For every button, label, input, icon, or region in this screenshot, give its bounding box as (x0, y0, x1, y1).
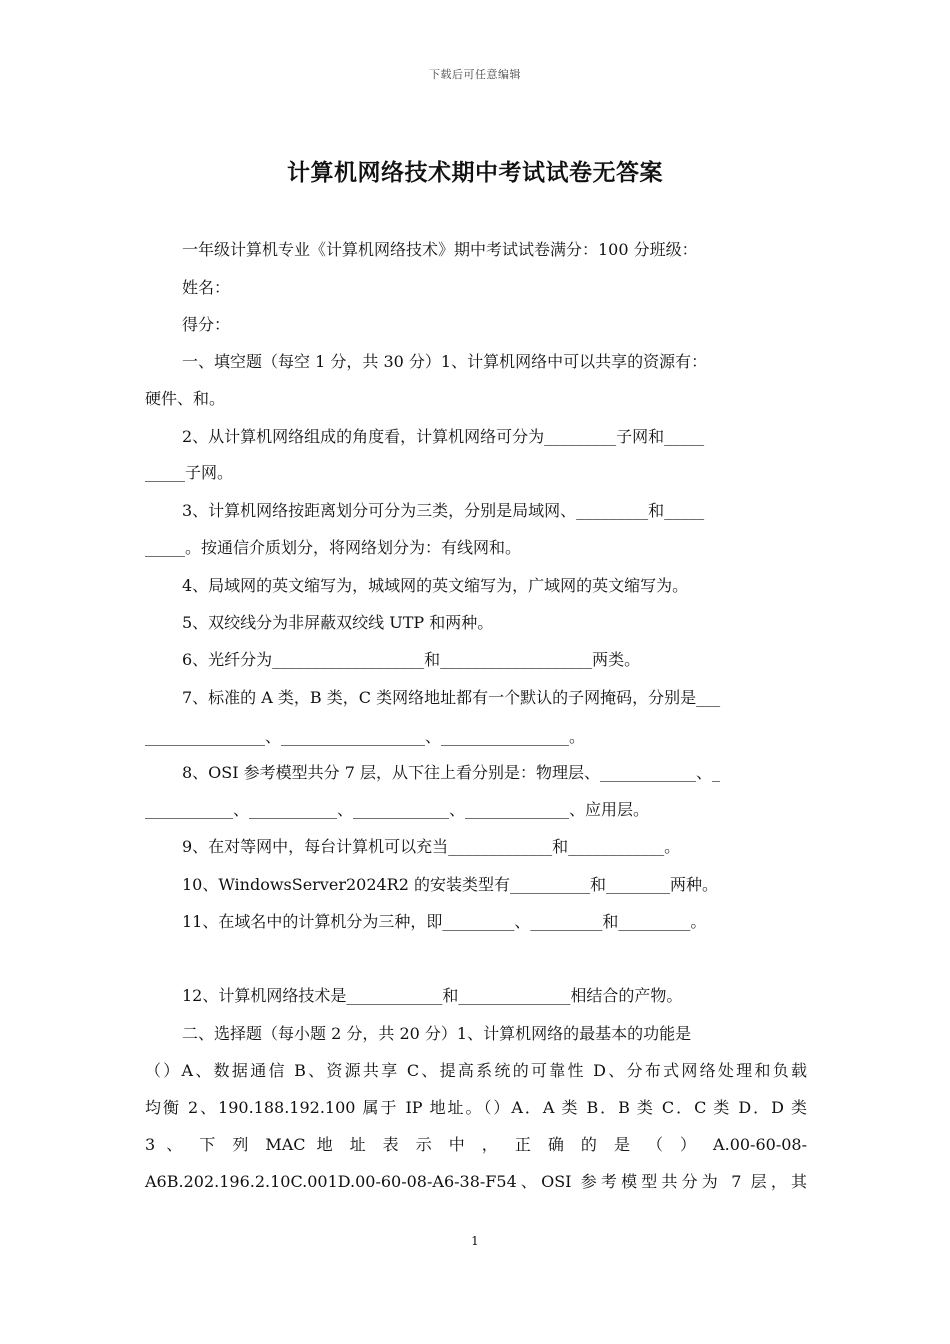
question-line: _____。按通信介质划分，将网络划分为：有线网和。 (145, 538, 522, 557)
question-6: 6、光纤分为___________________和___________________两类。 (182, 650, 641, 669)
document-title: 计算机网络技术期中考试试卷无答案 (287, 159, 663, 186)
question-4: 4、局域网的英文缩写为，城域网的英文缩写为，广域网的英文缩写为。 (182, 576, 689, 595)
question-line: 均衡 2、190.188.192.100 属于 IP 地址。（）A．A 类 B．B 类 C．C 类 D．D 类 (145, 1098, 807, 1117)
name-field-label: 姓名： (182, 278, 231, 297)
question-line: _______________、__________________、________________。 (145, 727, 586, 746)
exam-info-line: 一年级计算机专业《计算机网络技术》期中考试试卷满分：100 分班级： (182, 240, 698, 259)
question-line: A6B.202.196.2.10C.001D.00-60-08-A6-38-F54、OSI 参考模型共分为 7 层，其 (145, 1172, 807, 1191)
question-5: 5、双绞线分为非屏蔽双绞线 UTP 和两种。 (182, 613, 494, 632)
question-line: _____子网。 (145, 463, 234, 482)
question-2: 2、从计算机网络组成的角度看，计算机网络可分为_________子网和_____ (182, 427, 705, 446)
question-line: 3 、 下 列 MAC 地 址 表 示 中 ， 正 确 的 是 （ ） A.00-60-08- (145, 1135, 807, 1154)
question-8: 8、OSI 参考模型共分 7 层，从下往上看分别是：物理层、____________、_ (182, 763, 721, 782)
section-2-heading: 二、选择题（每小题 2 分，共 20 分）1、计算机网络的最基本的功能是 (182, 1024, 692, 1043)
question-line: （）A、数据通信 B、资源共享 C、提高系统的可靠性 D、分布式网络处理和负载 (145, 1061, 807, 1080)
question-3: 3、计算机网络按距离划分可分为三类，分别是局域网、_________和_____ (182, 501, 705, 520)
question-10: 10、WindowsServer2024R2 的安装类型有__________和________两种。 (182, 875, 718, 894)
question-7: 7、标准的 A 类，B 类，C 类网络地址都有一个默认的子网掩码，分别是___ (182, 688, 721, 707)
question-line: 硬件、和。 (145, 389, 226, 408)
section-1-heading: 一、填空题（每空 1 分，共 30 分）1、计算机网络中可以共享的资源有： (182, 352, 708, 371)
question-11: 11、在域名中的计算机分为三种，即_________、_________和_________。 (182, 912, 707, 931)
question-12: 12、计算机网络技术是____________和______________相结合的产物。 (182, 986, 683, 1005)
score-field-label: 得分： (182, 315, 231, 334)
question-line: ___________、___________、____________、_____________、应用层。 (145, 800, 650, 819)
question-9: 9、在对等网中，每台计算机可以充当_____________和____________。 (182, 837, 681, 856)
page-number: 1 (471, 1234, 479, 1248)
header-note: 下载后可任意编辑 (429, 68, 521, 81)
